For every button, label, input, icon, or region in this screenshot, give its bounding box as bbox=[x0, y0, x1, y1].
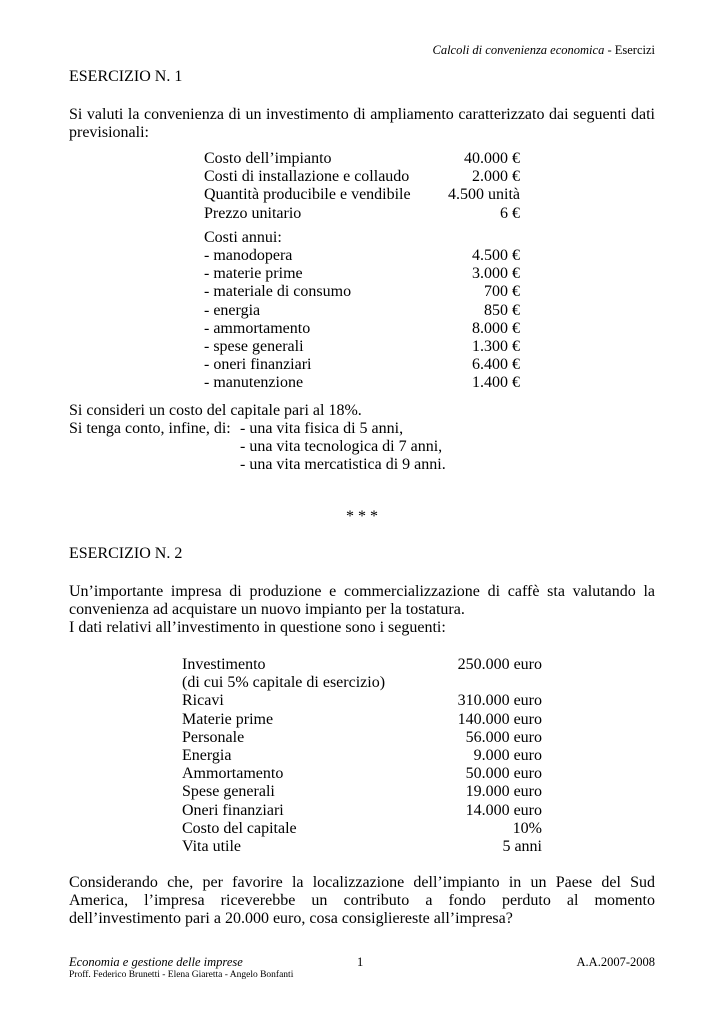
exercise-1-annual-costs bbox=[204, 247, 520, 393]
annual-cost-row bbox=[204, 283, 520, 301]
annual-cost-row-value: 700 € bbox=[484, 283, 520, 301]
investment-row-label: (di cui 5% capitale di esercizio) bbox=[182, 674, 386, 692]
investment-row-label: Vita utile bbox=[182, 837, 242, 855]
investment-row bbox=[182, 783, 542, 801]
life-item: - una vita tecnologica di 7 anni, bbox=[240, 438, 443, 455]
investment-row-label: Costo del capitale bbox=[182, 819, 297, 837]
investment-row-label: Spese generali bbox=[182, 783, 275, 801]
annual-cost-row bbox=[204, 320, 520, 338]
investment-row bbox=[182, 711, 542, 729]
footer-authors: Proff. Federico Brunetti - Elena Giaretta - Angelo Bonfanti bbox=[69, 970, 294, 980]
running-header bbox=[433, 43, 656, 58]
investment-row-label: Materie prime bbox=[182, 710, 274, 728]
cost-row-label: Costi di installazione e collaudo bbox=[204, 168, 410, 186]
investment-row-value: 5 anni bbox=[502, 837, 542, 855]
life-item: - una vita fisica di 5 anni, bbox=[240, 420, 404, 437]
investment-row bbox=[182, 838, 542, 856]
investment-row-value: 14.000 euro bbox=[465, 801, 542, 819]
investment-row-value: 50.000 euro bbox=[465, 765, 542, 783]
annual-cost-row-label: - manutenzione bbox=[204, 374, 304, 392]
annual-cost-row-label: - manodopera bbox=[204, 246, 293, 264]
annual-cost-row-value: 1.300 € bbox=[472, 337, 520, 355]
header-suffix: - Esercizi bbox=[604, 43, 655, 57]
exercise-1-items bbox=[204, 150, 520, 223]
consider-note: Si tenga conto, infine, di: bbox=[69, 420, 231, 437]
annual-cost-row-label: - oneri finanziari bbox=[204, 356, 312, 374]
annual-cost-row-value: 3.000 € bbox=[472, 265, 520, 283]
header-title: Calcoli di convenienza economica bbox=[432, 43, 605, 57]
exercise-2-table bbox=[182, 656, 542, 856]
annual-cost-row bbox=[204, 374, 520, 392]
annual-cost-row-label: - materie prime bbox=[204, 265, 303, 283]
annual-cost-row bbox=[204, 265, 520, 283]
exercise-1-title: ESERCIZIO N. 1 bbox=[69, 68, 183, 85]
annual-cost-row-value: 8.000 € bbox=[472, 319, 520, 337]
annual-cost-row-value: 4.500 € bbox=[472, 246, 520, 264]
investment-row bbox=[182, 674, 542, 692]
investment-row bbox=[182, 729, 542, 747]
investment-row-value: 310.000 euro bbox=[457, 692, 542, 710]
cost-row-value: 2.000 € bbox=[472, 168, 520, 186]
cost-row-value: 4.500 unità bbox=[448, 186, 520, 204]
annual-cost-row-label: - ammortamento bbox=[204, 319, 311, 337]
investment-row-label: Ricavi bbox=[182, 692, 224, 710]
investment-row-label: Investimento bbox=[182, 656, 266, 673]
life-item: - una vita mercatistica di 9 anni. bbox=[240, 456, 446, 473]
investment-row-value: 19.000 euro bbox=[465, 783, 542, 801]
cost-row-value: 40.000 € bbox=[464, 150, 520, 167]
footer-course: Economia e gestione delle imprese bbox=[69, 955, 243, 969]
page-number: 1 bbox=[357, 955, 364, 969]
cost-row-label: Prezzo unitario bbox=[204, 204, 302, 222]
exercise-2-items bbox=[182, 656, 542, 856]
annual-cost-row-label: - energia bbox=[204, 301, 261, 319]
exercise-2-title: ESERCIZIO N. 2 bbox=[69, 545, 183, 562]
section-separator: * * * bbox=[346, 508, 378, 525]
cost-row-value: 6 € bbox=[500, 204, 520, 222]
investment-row-value: 9.000 euro bbox=[473, 746, 542, 764]
investment-row bbox=[182, 747, 542, 765]
investment-row-label: Energia bbox=[182, 746, 232, 764]
investment-row bbox=[182, 692, 542, 710]
cost-row bbox=[204, 168, 520, 186]
exercise-2-intro: Un’importante impresa di produzione e commercializzazione di caffè sta valutando la convenienza ad acquistare un nuovo impianto per la tostatura. bbox=[69, 583, 655, 618]
investment-row-value: 250.000 euro bbox=[457, 656, 542, 673]
cost-row-label: Costo dell’impianto bbox=[204, 150, 332, 167]
investment-row-value: 10% bbox=[512, 819, 542, 837]
cost-row-label: Quantità producibile e vendibile bbox=[204, 186, 411, 204]
annual-cost-row-label: - materiale di consumo bbox=[204, 283, 352, 301]
investment-row-value: 56.000 euro bbox=[465, 728, 542, 746]
investment-row bbox=[182, 765, 542, 783]
cost-row bbox=[204, 205, 520, 223]
investment-row bbox=[182, 802, 542, 820]
annual-cost-row-value: 850 € bbox=[484, 301, 520, 319]
footer-year: A.A.2007-2008 bbox=[576, 955, 655, 969]
cost-row bbox=[204, 150, 520, 168]
annual-cost-row bbox=[204, 247, 520, 265]
annual-costs-title: Costi annui: bbox=[204, 228, 282, 246]
annual-cost-row bbox=[204, 338, 520, 356]
exercise-1-table bbox=[204, 150, 520, 392]
annual-cost-row-label: - spese generali bbox=[204, 337, 304, 355]
investment-row-label: Oneri finanziari bbox=[182, 801, 284, 819]
investment-row-label: Personale bbox=[182, 728, 245, 746]
cost-row bbox=[204, 186, 520, 204]
annual-cost-row bbox=[204, 302, 520, 320]
exercise-2-intro-2: I dati relativi all’investimento in questione sono i seguenti: bbox=[69, 619, 446, 636]
investment-row-value: 140.000 euro bbox=[457, 710, 542, 728]
annual-cost-row-value: 6.400 € bbox=[472, 356, 520, 374]
investment-row-label: Ammortamento bbox=[182, 765, 284, 783]
annual-cost-row bbox=[204, 356, 520, 374]
annual-cost-row-value: 1.400 € bbox=[472, 374, 520, 392]
capital-cost-note: Si consideri un costo del capitale pari al 18%. bbox=[69, 402, 362, 419]
exercise-1-intro: Si valuti la convenienza di un investimento di ampliamento caratterizzato dai seguenti dati previsionali: bbox=[69, 106, 655, 141]
investment-row bbox=[182, 820, 542, 838]
exercise-2-question: Considerando che, per favorire la localizzazione dell’impianto in un Paese del Sud America, l’impresa riceverebbe un contributo a fondo perduto al momento dell’investimento pari a 20.000 euro, cosa consigliereste all’impresa? bbox=[69, 874, 655, 927]
investment-row bbox=[182, 656, 542, 674]
